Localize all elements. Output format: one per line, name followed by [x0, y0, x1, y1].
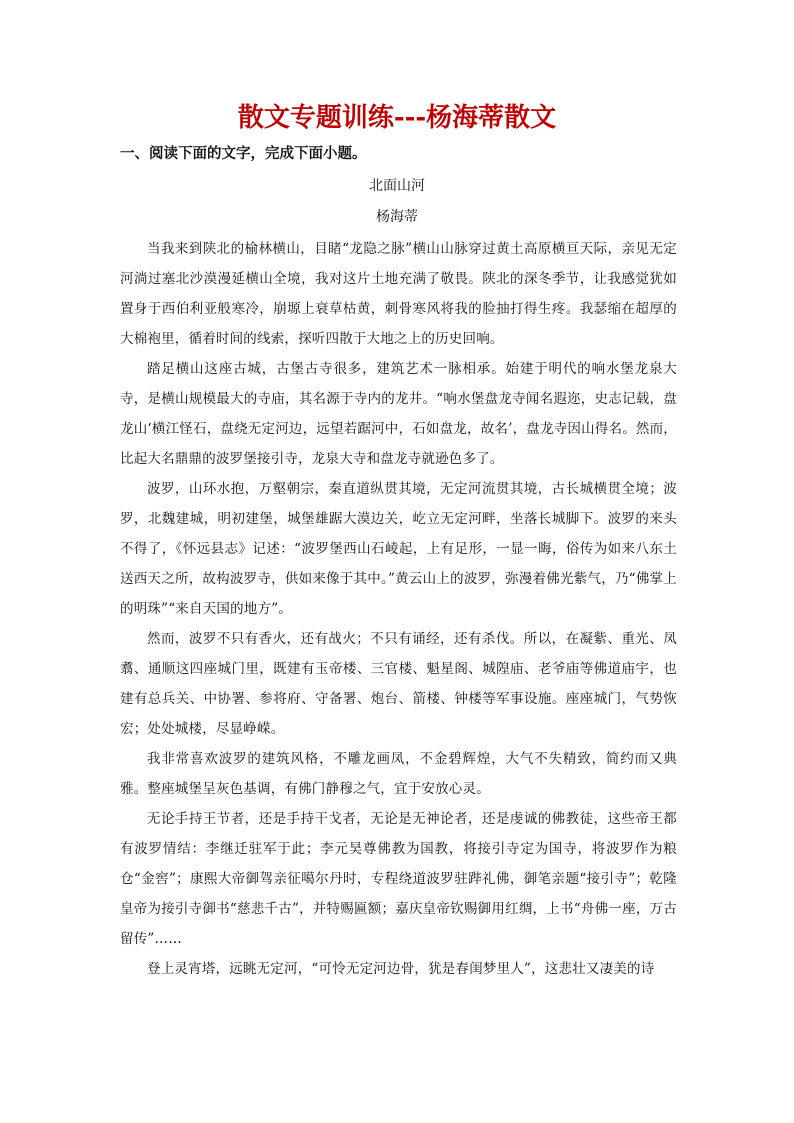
- paragraph: 我非常喜欢波罗的建筑风格，不雕龙画凤，不金碧辉煌，大气不失精致，简约而又典雅。整座城堡呈灰色基调，有佛门静穆之气，宜于安放心灵。: [120, 751, 677, 797]
- paragraph: 然而，波罗不只有香火，还有战火；不只有诵经，还有杀伐。所以，在凝紫、重光、凤翥、通顺这四座城门里，既建有玉帝楼、三官楼、魁星阁、城隍庙、老爷庙等佛道庙宇，也建有总兵关、中协署、参将府、守备署、炮台、箭楼、钟楼等军事设施。座座城门，气势恢宏；处处城楼，尽显峥嵘。: [120, 631, 677, 737]
- paragraph: 波罗，山环水抱，万壑朝宗，秦直道纵贯其境，无定河流贯其境，古长城横贯全境；波罗，北魏建城，明初建堡，城堡雄踞大漠边关，屹立无定河畔，坐落长城脚下。波罗的来头不得了，《怀远县志》记述：“波罗堡西山石崚起，上有足形，一显一晦，俗传为如来八东土送西天之所，故构波罗寺，供如来像于其中。”黄云山上的波罗，弥漫着佛光紫气，乃“佛掌上的明珠”“来自天国的地方”。: [120, 481, 677, 617]
- section-heading: 一、阅读下面的文字，完成下面小题。: [120, 145, 367, 162]
- essay-title: 北面山河: [369, 178, 425, 194]
- paragraph: 无论手持王节者，还是手持干戈者，无论是无神论者，还是虔诚的佛教徒，这些帝王都有波罗情结：李继迁驻军于此；李元昊尊佛教为国教，将接引寺定为国寺，将波罗作为粮仓“金窖”；康熙大帝御驾亲征噶尔丹时，专程绕道波罗驻跸礼佛，御笔亲题“接引寺”；乾隆皇帝为接引寺御书“慈悲千古”，并特赐匾额；嘉庆皇帝钦赐御用红绸，上书“舟佛一座，万古留传”……: [120, 811, 677, 947]
- paragraph: 登上灵宵塔，远眺无定河，“可怜无定河边骨，犹是春闺梦里人”，这悲壮又凄美的诗: [147, 961, 655, 977]
- essay-body: [120, 234, 677, 984]
- paragraph: 当我来到陕北的榆林横山，目睹“龙隐之脉”横山山脉穿过黄土高原横亘天际，亲见无定河淌过塞北沙漠漫延横山全境，我对这片土地充满了敬畏。陕北的深冬季节，让我感觉犹如置身于西伯利亚般寒冷，崩塬上衰草枯黄，刺骨寒风将我的脸抽打得生疼。我瑟缩在超厚的大棉袍里，循着时间的线索，探听四散于大地之上的历史回响。: [120, 241, 677, 347]
- paragraph: 踏足横山这座古城，古堡古寺很多，建筑艺术一脉相承。始建于明代的响水堡龙泉大寺，是横山规模最大的寺庙，其名源于寺内的龙井。“响水堡盘龙寺闻名遐迩，史志记载，盘龙山‘横江怪石，盘绕无定河边，远望若踞河中，石如盘龙，故名’，盘龙寺因山得名。然而，比起大名鼎鼎的波罗堡接引寺，龙泉大寺和盘龙寺就逊色多了。: [120, 361, 677, 467]
- essay-author: 杨海蒂: [376, 209, 418, 225]
- document-title: 散文专题训练---杨海蒂散文: [237, 103, 557, 133]
